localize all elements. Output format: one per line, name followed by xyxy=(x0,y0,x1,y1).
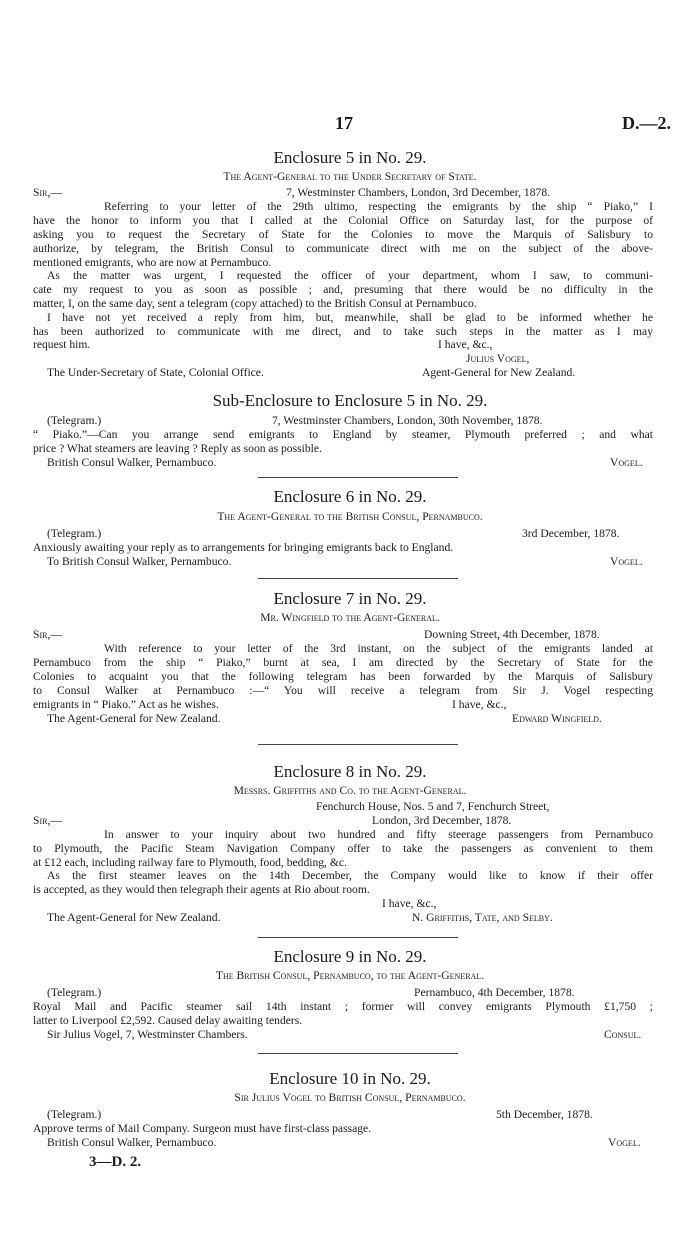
enclosure-10-telegram-tag: (Telegram.) xyxy=(47,1108,102,1121)
sub-enclosure-signature: Vogel. xyxy=(610,456,643,469)
enclosure-9-telegram-tag: (Telegram.) xyxy=(47,986,102,999)
enclosure-7-body-line: to Consul Walker at Pernambuco :—“ You will receive a telegram from Sir J. Vogel respecting xyxy=(33,684,653,697)
enclosure-7-salutation: Sir,— xyxy=(33,628,62,641)
section-divider xyxy=(258,937,458,938)
enclosure-5-body-line: cate my request to you as soon as possible ; and, presuming that there would be no difficulty in the xyxy=(33,283,653,296)
enclosure-10-dateline: 5th December, 1878. xyxy=(496,1108,593,1121)
section-divider xyxy=(258,578,458,579)
enclosure-8-body-line: As the first steamer leaves on the 14th December, the Company would like to know if their offer xyxy=(47,869,653,882)
enclosure-9-addressee: Sir Julius Vogel, 7, Westminster Chambers. xyxy=(47,1028,248,1041)
sub-enclosure-body-line: “ Piako.”—Can you arrange send emigrants to England by steamer, Plymouth preferred ; and what xyxy=(33,428,653,441)
enclosure-6-dateline: 3rd December, 1878. xyxy=(522,527,620,540)
enclosure-7-body-line: Colonies to acquaint you that the following telegram has been forwarded by the Marquis of Salisbury xyxy=(33,670,653,683)
enclosure-5-heading: Enclosure 5 in No. 29. xyxy=(273,148,427,167)
enclosure-6-telegram-tag: (Telegram.) xyxy=(47,527,102,540)
enclosure-7-body-line: With reference to your letter of the 3rd instant, on the subject of the emigrants landed at xyxy=(104,642,653,655)
enclosure-5-dateline: 7, Westminster Chambers, London, 3rd December, 1878. xyxy=(286,186,551,199)
enclosure-5-signatory-title: Agent-General for New Zealand. xyxy=(422,366,576,379)
enclosure-5-body-line: As the matter was urgent, I requested the officer of your department, whom I saw, to communi- xyxy=(47,269,653,282)
enclosure-7-subheading: Mr. Wingfield to the Agent-General. xyxy=(260,611,440,624)
sub-enclosure-heading: Sub-Enclosure to Enclosure 5 in No. 29. xyxy=(212,391,488,410)
enclosure-5-body-line: Referring to your letter of the 29th ultimo, respecting the emigrants by the ship “ Piako,” I xyxy=(104,200,653,213)
section-divider xyxy=(258,744,458,745)
enclosure-5-subheading: The Agent-General to the Under Secretary of State. xyxy=(223,170,477,183)
enclosure-6-signature: Vogel. xyxy=(610,555,643,568)
enclosure-5-body-line: request him. xyxy=(33,338,91,351)
document-reference: D.—2. xyxy=(622,113,671,133)
enclosure-8-signature: N. Griffiths, Tate, and Selby. xyxy=(412,911,553,924)
enclosure-5-body-line: have the honor to inform you that I called at the Colonial Office on Saturday last, for the purpose of xyxy=(33,214,653,227)
enclosure-10-signature: Vogel. xyxy=(608,1136,641,1149)
enclosure-7-heading: Enclosure 7 in No. 29. xyxy=(273,589,427,608)
enclosure-7-signature: Edward Wingfield. xyxy=(512,712,602,725)
enclosure-5-body-line: mentioned emigrants, who are now at Pernambuco. xyxy=(33,256,272,269)
page-footer-signature: 3—D. 2. xyxy=(89,1154,142,1170)
enclosure-8-body-line: In answer to your inquiry about two hundred and fifty steerage passengers from Pernambuco xyxy=(104,828,653,841)
enclosure-7-body-line: emigrants in “ Piako.” Act as he wishes. xyxy=(33,698,219,711)
enclosure-6-heading: Enclosure 6 in No. 29. xyxy=(273,487,427,506)
section-divider xyxy=(258,477,458,478)
enclosure-10-subheading: Sir Julius Vogel to British Consul, Pernambuco. xyxy=(234,1091,466,1104)
sub-enclosure-body-line: price ? What steamers are leaving ? Reply as soon as possible. xyxy=(33,442,322,455)
enclosure-6-addressee: To British Consul Walker, Pernambuco. xyxy=(47,555,232,568)
sub-enclosure-dateline: 7, Westminster Chambers, London, 30th November, 1878. xyxy=(272,414,543,427)
enclosure-7-dateline: Downing Street, 4th December, 1878. xyxy=(424,628,600,641)
enclosure-9-dateline: Pernambuco, 4th December, 1878. xyxy=(414,986,575,999)
enclosure-10-heading: Enclosure 10 in No. 29. xyxy=(269,1069,431,1088)
enclosure-9-signature: Consul. xyxy=(604,1028,642,1041)
enclosure-5-body-line: authorize, by telegram, the British Consul to communicate direct with me on the subject of the above- xyxy=(33,242,653,255)
enclosure-5-signature: Julius Vogel, xyxy=(466,352,530,365)
enclosure-8-address-line: London, 3rd December, 1878. xyxy=(372,814,512,827)
sub-enclosure-telegram-tag: (Telegram.) xyxy=(47,414,102,427)
enclosure-5-body-line: asking you to request the Secretary of State for the Colonies to move the Marquis of Salisbury to xyxy=(33,228,653,241)
enclosure-5-salutation: Sir,— xyxy=(33,186,62,199)
enclosure-7-addressee: The Agent-General for New Zealand. xyxy=(47,712,221,725)
enclosure-6-subheading: The Agent-General to the British Consul, Pernambuco. xyxy=(217,510,483,523)
enclosure-7-body-line: Pernambuco from the ship “ Piako,” burnt at sea, I am directed by the Secretary of State for the xyxy=(33,656,653,669)
enclosure-9-body-line: Royal Mail and Pacific steamer sail 14th instant ; former will convey emigrants Plymouth £1,750 ; xyxy=(33,1000,653,1013)
enclosure-5-body-line: has been authorized to communicate with me direct, and to take such steps in the matter as I may xyxy=(33,325,653,338)
enclosure-8-closing: I have, &c., xyxy=(382,897,437,910)
enclosure-8-body-line: at £12 each, including railway fare to Plymouth, food, bedding, &c. xyxy=(33,856,347,869)
enclosure-9-subheading: The British Consul, Pernambuco, to the Agent-General. xyxy=(215,969,485,982)
enclosure-8-address-line: Fenchurch House, Nos. 5 and 7, Fenchurch Street, xyxy=(316,800,550,813)
enclosure-8-salutation: Sir,— xyxy=(33,814,62,827)
sub-enclosure-addressee: British Consul Walker, Pernambuco. xyxy=(47,456,217,469)
enclosure-5-body-line: I have not yet received a reply from him, but, meanwhile, shall be glad to be informed whether he xyxy=(47,311,653,324)
enclosure-8-body-line: is accepted, as they would then telegraph their agents at Rio about room. xyxy=(33,883,370,896)
enclosure-8-body-line: to Plymouth, the Pacific Steam Navigation Company offer to take the passengers as convenient to them xyxy=(33,842,653,855)
enclosure-5-body-line: matter, I, on the same day, sent a telegram (copy attached) to the British Consul at Pernambuco. xyxy=(33,297,477,310)
enclosure-8-heading: Enclosure 8 in No. 29. xyxy=(273,762,427,781)
page-number: 17 xyxy=(335,113,353,133)
enclosure-9-body-line: latter to Liverpool £2,592. Caused delay awaiting tenders. xyxy=(33,1014,303,1027)
enclosure-7-closing: I have, &c., xyxy=(452,698,507,711)
enclosure-10-addressee: British Consul Walker, Pernambuco. xyxy=(47,1136,217,1149)
enclosure-5-closing: I have, &c., xyxy=(438,338,493,351)
enclosure-5-addressee: The Under-Secretary of State, Colonial Office. xyxy=(47,366,264,379)
enclosure-8-addressee: The Agent-General for New Zealand. xyxy=(47,911,221,924)
enclosure-10-body-line: Approve terms of Mail Company. Surgeon must have first-class passage. xyxy=(33,1122,372,1135)
enclosure-6-body-line: Anxiously awaiting your reply as to arrangements for bringing emigrants back to England. xyxy=(33,541,454,554)
enclosure-8-subheading: Messrs. Griffiths and Co. to the Agent-General. xyxy=(233,784,467,797)
enclosure-9-heading: Enclosure 9 in No. 29. xyxy=(273,947,427,966)
section-divider xyxy=(258,1053,458,1054)
